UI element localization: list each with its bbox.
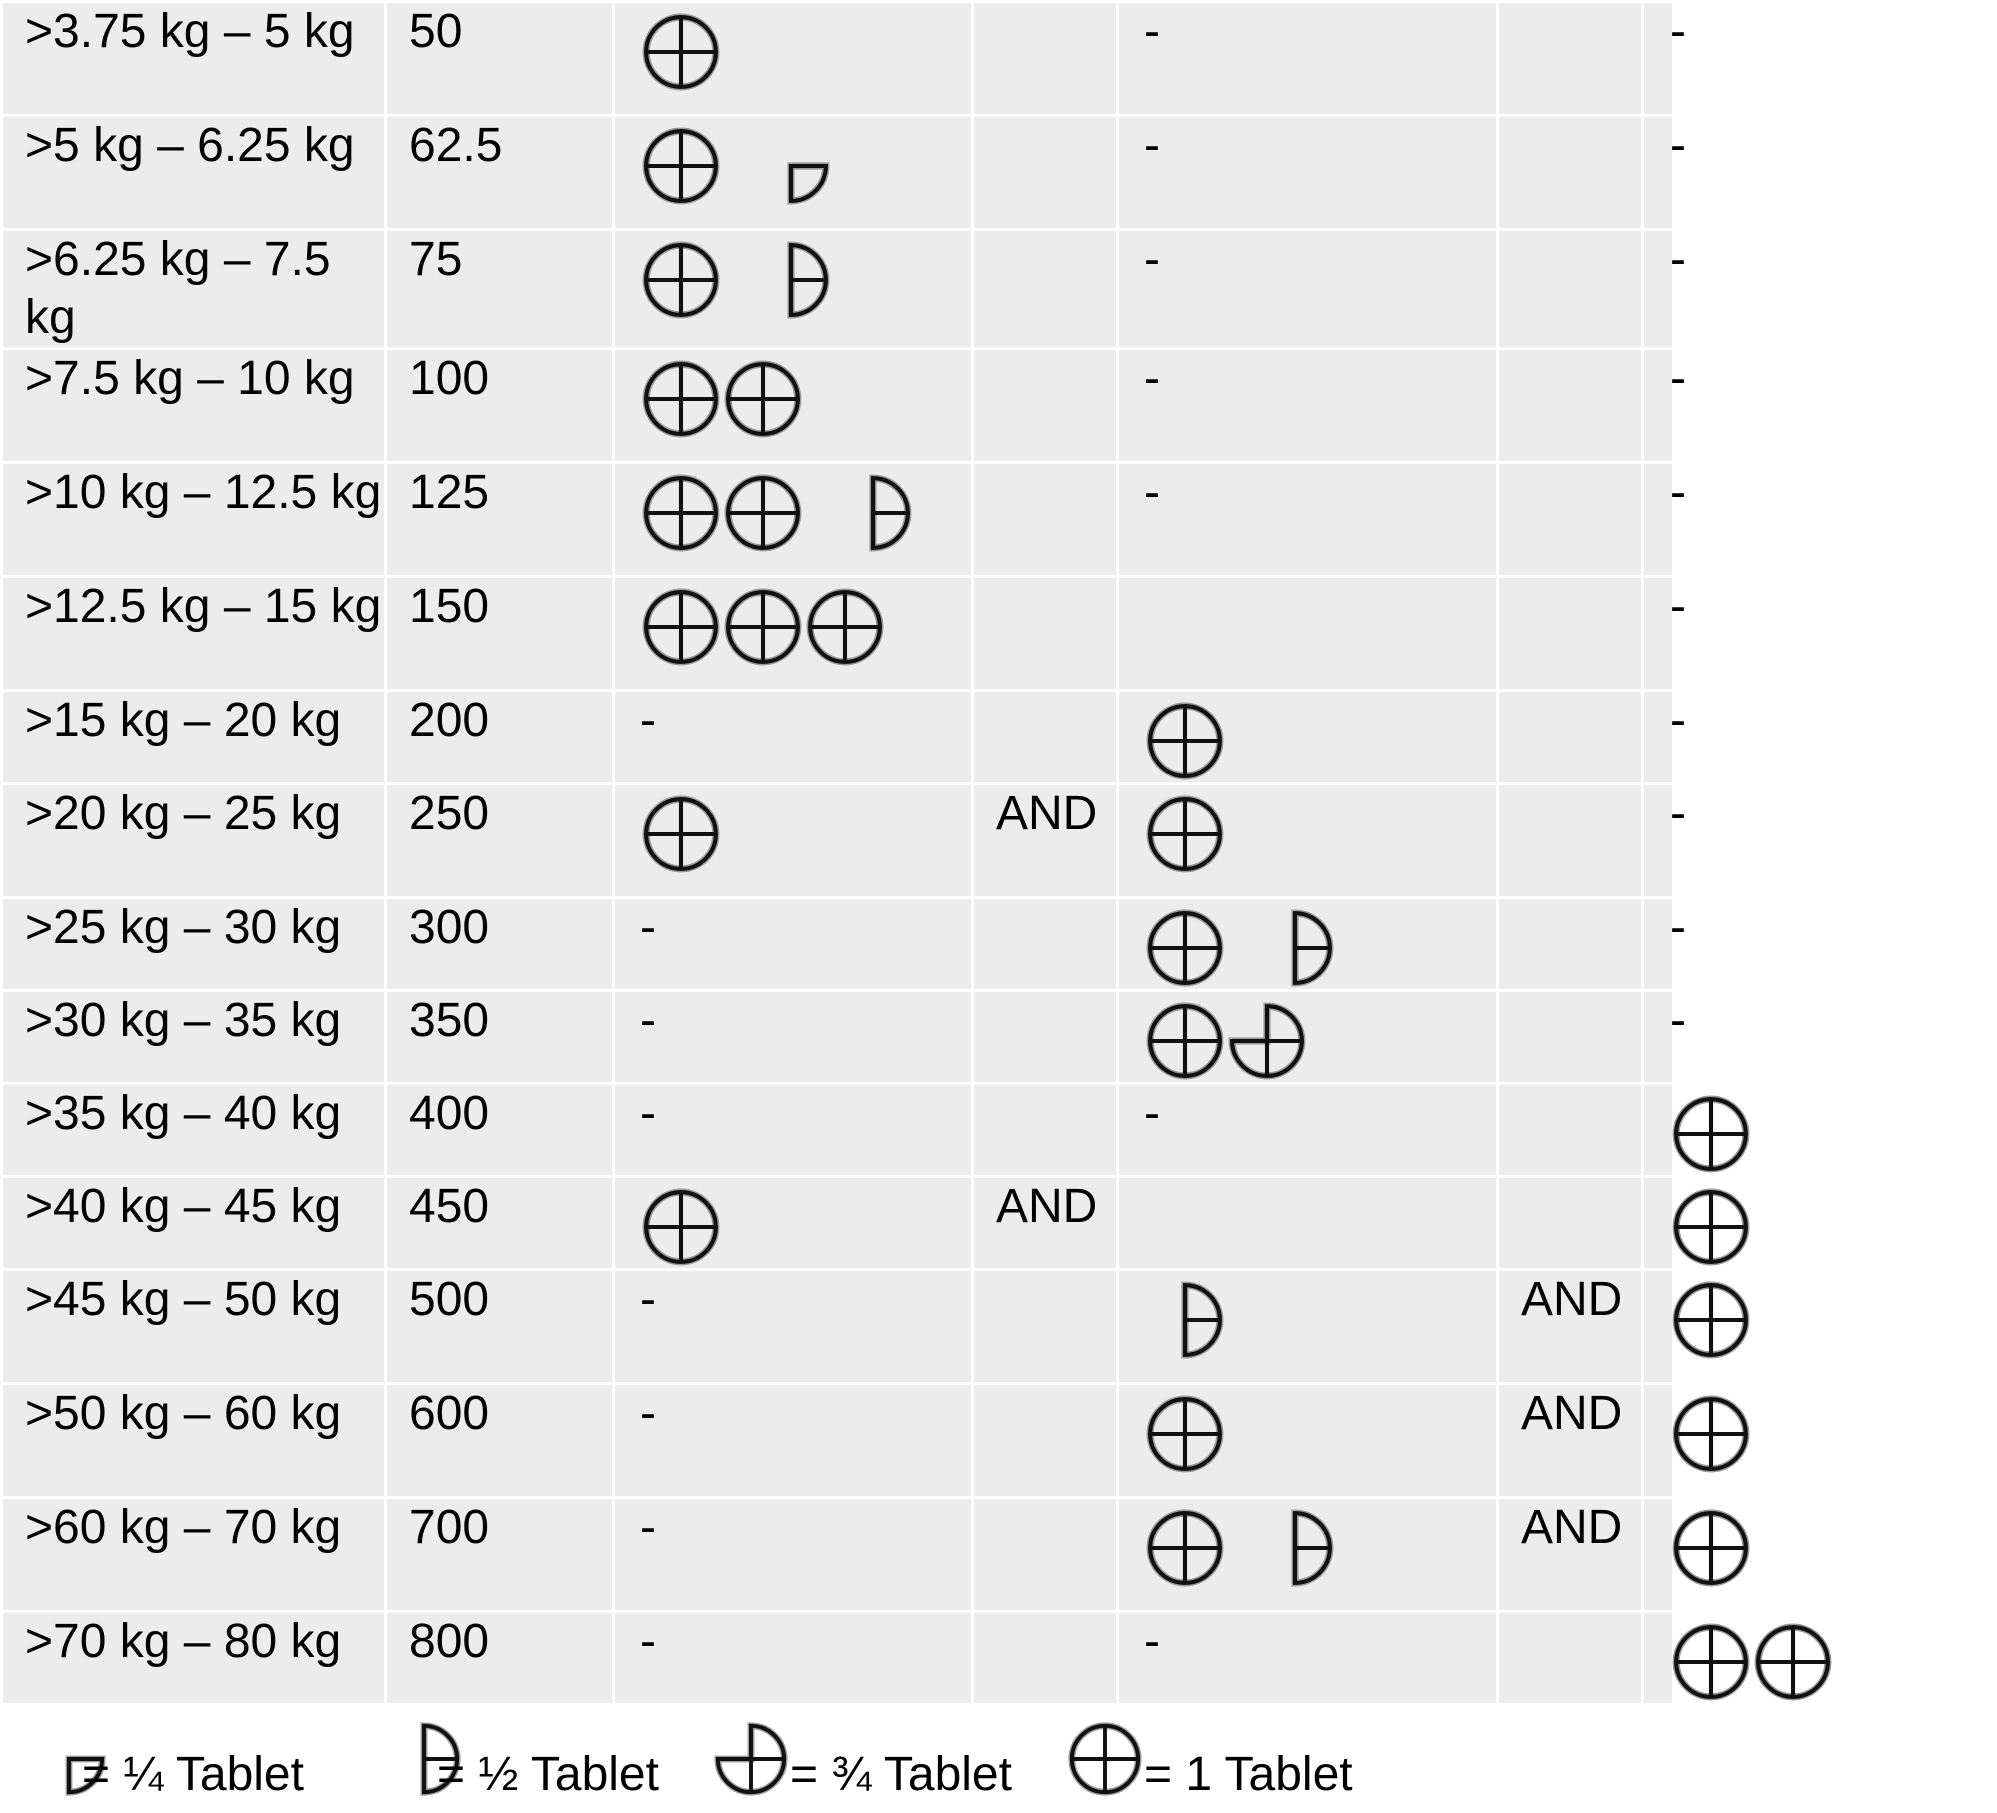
and-connector-cell: [973, 1384, 1118, 1498]
empty-dash: -: [640, 1273, 656, 1326]
empty-dash: -: [1670, 787, 1686, 840]
weight-range-cell: >7.5 kg – 10 kg: [2, 349, 386, 463]
whole-tablet-icon: [640, 11, 722, 93]
tablet-icons: [640, 350, 971, 440]
tablet-icons: [1144, 899, 1496, 989]
and-connector-cell: AND: [1498, 1498, 1643, 1612]
table-row: [2, 1498, 1674, 1612]
whole-tablet-icon: [640, 358, 722, 440]
tablet-a-cell: [614, 1177, 973, 1270]
whole-tablet-icon: [640, 586, 722, 668]
whole-tablet-icon: [1752, 1621, 1834, 1703]
dose-mg-cell: 400: [386, 1084, 614, 1177]
tablet-icons: [1144, 1385, 1496, 1475]
tablet-a-cell: [614, 1084, 973, 1177]
and-connector-cell: [1498, 463, 1643, 577]
whole-tablet-icon: [1144, 1000, 1226, 1082]
and-connector-cell: [1498, 784, 1643, 898]
tablet-c-cell: [1643, 2, 1686, 116]
whole-tablet-icon: [722, 586, 804, 668]
tablet-a-cell: [614, 2, 973, 116]
tablet-icons: [640, 578, 971, 668]
empty-dash: -: [640, 901, 656, 954]
and-connector-cell: [1498, 1612, 1643, 1705]
empty-dash: -: [1144, 5, 1160, 58]
weight-range-cell: >50 kg – 60 kg: [2, 1384, 386, 1498]
dose-mg-cell: 200: [386, 691, 614, 784]
tablet-a-cell: [614, 991, 973, 1084]
tablet-icons: [1670, 1499, 1672, 1589]
and-connector-cell: [1498, 1177, 1643, 1270]
tablet-c-cell: [1643, 1177, 1674, 1270]
whole-tablet-icon: [1670, 1507, 1752, 1589]
whole-tablet-icon: [1670, 1186, 1752, 1268]
table-row: [2, 784, 1674, 898]
whole-tablet-icon: [640, 239, 722, 321]
tablet-a-cell: [614, 1270, 973, 1384]
tablet-c-cell: [1643, 1270, 1674, 1384]
tablet-icons: [1144, 785, 1496, 875]
tablet-icons: [640, 231, 971, 321]
and-connector-cell: [1498, 349, 1643, 463]
whole-tablet-icon: [1670, 1093, 1752, 1175]
table-row: [2, 1177, 1674, 1270]
tablet-c-cell: [1643, 1084, 1674, 1177]
tablet-c-cell: [1643, 991, 1686, 1084]
tablet-c-cell: [1643, 230, 1686, 349]
tablet-c-cell: [1643, 577, 1686, 691]
weight-range-cell: >10 kg – 12.5 kg: [2, 463, 386, 577]
and-connector-cell: AND: [973, 1177, 1118, 1270]
tablet-icons: [640, 785, 971, 875]
tablet-b-cell: [1118, 1612, 1498, 1705]
and-connector-cell: [973, 1270, 1118, 1384]
tablet-a-cell: [614, 230, 973, 349]
empty-dash: -: [1670, 994, 1686, 1047]
and-connector-cell: AND: [973, 784, 1118, 898]
dose-mg-cell: 125: [386, 463, 614, 577]
tablet-c-cell: [1643, 1384, 1674, 1498]
table-row: [2, 691, 1674, 784]
whole-tablet-icon: [1144, 793, 1226, 875]
empty-dash: -: [1670, 119, 1686, 172]
empty-dash: -: [1670, 694, 1686, 747]
tablet-b-cell: [1118, 2, 1498, 116]
empty-dash: -: [1144, 466, 1160, 519]
weight-range-cell: >30 kg – 35 kg: [2, 991, 386, 1084]
tablet-c-cell: [1643, 116, 1686, 230]
weight-range-cell: >20 kg – 25 kg: [2, 784, 386, 898]
tablet-icons: [640, 117, 971, 207]
tablet-icons: [640, 464, 971, 554]
tablet-a-cell: [614, 784, 973, 898]
weight-range-cell: >3.75 kg – 5 kg: [2, 2, 386, 116]
tablet-a-cell: [614, 349, 973, 463]
tablet-a-cell: [614, 1384, 973, 1498]
weight-range-cell: >15 kg – 20 kg: [2, 691, 386, 784]
dose-mg-cell: 100: [386, 349, 614, 463]
and-connector-cell: [973, 1612, 1118, 1705]
tablet-b-cell: [1118, 1084, 1498, 1177]
tablet-b-cell: [1118, 898, 1498, 991]
whole-tablet-icon: [1144, 1393, 1226, 1475]
dose-mg-cell: 300: [386, 898, 614, 991]
legend-label: = 1 Tablet: [1144, 1748, 1353, 1801]
dose-mg-cell: 800: [386, 1612, 614, 1705]
empty-dash: -: [640, 694, 656, 747]
whole-tablet-icon: [722, 472, 804, 554]
dose-mg-cell: 75: [386, 230, 614, 349]
table-row: [2, 1612, 1674, 1705]
tablet-icons: [1144, 692, 1496, 782]
tablet-b-cell: [1118, 230, 1498, 349]
tablet-a-cell: [614, 898, 973, 991]
tablet-b-cell: [1118, 577, 1498, 691]
weight-range-cell: >25 kg – 30 kg: [2, 898, 386, 991]
and-connector-cell: [973, 116, 1118, 230]
tablet-c-cell: [1643, 1612, 1674, 1705]
and-connector-cell: [973, 1084, 1118, 1177]
half-tablet-icon: [1254, 907, 1336, 989]
tablet-b-cell: [1118, 991, 1498, 1084]
tablet-a-cell: [614, 1498, 973, 1612]
and-connector-cell: [1498, 2, 1643, 116]
and-connector-cell: [973, 991, 1118, 1084]
whole-tablet-icon: [1144, 700, 1226, 782]
and-connector-cell: [973, 230, 1118, 349]
whole-tablet-icon: [722, 358, 804, 440]
empty-dash: -: [1144, 1615, 1160, 1668]
dose-mg-cell: 700: [386, 1498, 614, 1612]
tablet-b-cell: [1118, 463, 1498, 577]
tablet-a-cell: [614, 577, 973, 691]
table-row: [2, 577, 1674, 691]
empty-dash: -: [1670, 580, 1686, 633]
tablet-c-cell: [1643, 349, 1686, 463]
dose-mg-cell: 250: [386, 784, 614, 898]
tablet-a-cell: [614, 691, 973, 784]
half-tablet-icon: [1144, 1279, 1226, 1361]
empty-dash: -: [640, 994, 656, 1047]
empty-dash: -: [640, 1387, 656, 1440]
weight-range-cell: >70 kg – 80 kg: [2, 1612, 386, 1705]
tablet-icons: [640, 3, 971, 93]
and-connector-cell: [973, 898, 1118, 991]
tablet-icons: [1670, 1385, 1672, 1475]
tablet-icons: [1144, 1271, 1496, 1361]
tablet-b-cell: [1118, 784, 1498, 898]
weight-range-cell: >6.25 kg – 7.5 kg: [2, 230, 386, 349]
empty-dash: -: [640, 1087, 656, 1140]
quarter-tablet-icon: [750, 125, 832, 207]
and-connector-cell: [1498, 691, 1643, 784]
tablet-c-cell: [1643, 784, 1686, 898]
legend-label: = ¾ Tablet: [790, 1748, 1012, 1801]
tablet-c-cell: [1643, 1498, 1674, 1612]
and-connector-cell: [973, 691, 1118, 784]
whole-tablet-icon: [1670, 1279, 1752, 1361]
weight-range-cell: >35 kg – 40 kg: [2, 1084, 386, 1177]
whole-tablet-icon: [640, 472, 722, 554]
dose-mg-cell: 62.5: [386, 116, 614, 230]
table-row: [2, 463, 1674, 577]
and-connector-cell: [973, 463, 1118, 577]
tablet-a-cell: [614, 1612, 973, 1705]
tablet-b-cell: [1118, 1177, 1498, 1270]
and-connector-cell: [1498, 898, 1643, 991]
tablet-a-cell: [614, 116, 973, 230]
whole-tablet-icon: [1670, 1621, 1752, 1703]
weight-range-cell: >60 kg – 70 kg: [2, 1498, 386, 1612]
tablet-b-cell: [1118, 116, 1498, 230]
tablet-icons: [1670, 1271, 1672, 1361]
tablet-c-cell: [1643, 463, 1686, 577]
weight-range-cell: >45 kg – 50 kg: [2, 1270, 386, 1384]
whole-tablet-icon: [640, 125, 722, 207]
and-connector-cell: AND: [1498, 1270, 1643, 1384]
and-connector-cell: [1498, 116, 1643, 230]
weight-range-cell: >40 kg – 45 kg: [2, 1177, 386, 1270]
weight-range-cell: >12.5 kg – 15 kg: [2, 577, 386, 691]
table-row: [2, 230, 1674, 349]
empty-dash: -: [1144, 233, 1160, 286]
table-row: [2, 898, 1674, 991]
table-row: [2, 116, 1674, 230]
weight-range-cell: >5 kg – 6.25 kg: [2, 116, 386, 230]
and-connector-cell: AND: [1498, 1384, 1643, 1498]
tablet-b-cell: [1118, 691, 1498, 784]
dosing-table-body: [2, 2, 1686, 1705]
empty-dash: -: [640, 1615, 656, 1668]
and-connector-cell: [973, 2, 1118, 116]
and-connector-cell: [973, 349, 1118, 463]
half-tablet-icon: [750, 239, 832, 321]
tablet-b-cell: [1118, 1270, 1498, 1384]
dose-mg-cell: 150: [386, 577, 614, 691]
tablet-icons: [1670, 1085, 1672, 1175]
tablet-a-cell: [614, 463, 973, 577]
empty-dash: -: [1670, 5, 1686, 58]
empty-dash: -: [1144, 119, 1160, 172]
half-tablet-icon: [832, 472, 914, 554]
whole-tablet-icon: [1144, 907, 1226, 989]
whole-tablet-icon: [640, 793, 722, 875]
tablet-legend: [0, 1720, 1997, 1813]
tablet-c-cell: [1643, 691, 1686, 784]
empty-dash: -: [1144, 352, 1160, 405]
three-quarter-tablet-icon: [1226, 1000, 1308, 1082]
empty-dash: -: [640, 1501, 656, 1554]
and-connector-cell: [1498, 991, 1643, 1084]
tablet-b-cell: [1118, 1498, 1498, 1612]
whole-tablet-icon: [804, 586, 886, 668]
tablet-icons: [1144, 1499, 1496, 1589]
dose-mg-cell: 350: [386, 991, 614, 1084]
legend-label: = ½ Tablet: [437, 1748, 659, 1801]
whole-tablet-icon: [1670, 1393, 1752, 1475]
empty-dash: -: [1670, 901, 1686, 954]
table-row: [2, 1084, 1674, 1177]
table-row: [2, 991, 1674, 1084]
empty-dash: -: [1670, 233, 1686, 286]
and-connector-cell: [1498, 1084, 1643, 1177]
whole-tablet-icon: [640, 1186, 722, 1268]
tablet-b-cell: [1118, 1384, 1498, 1498]
and-connector-cell: [973, 1498, 1118, 1612]
empty-dash: -: [1670, 466, 1686, 519]
table-row: [2, 349, 1674, 463]
empty-dash: -: [1144, 1087, 1160, 1140]
table-row: [2, 1384, 1674, 1498]
tablet-b-cell: [1118, 349, 1498, 463]
whole-tablet-icon: [1144, 1507, 1226, 1589]
tablet-icons: [640, 1178, 971, 1268]
dose-mg-cell: 450: [386, 1177, 614, 1270]
tablet-c-cell: [1643, 898, 1686, 991]
and-connector-cell: [973, 577, 1118, 691]
table-row: [2, 2, 1674, 116]
legend-label: = ¼ Tablet: [82, 1748, 304, 1801]
and-connector-cell: [1498, 577, 1643, 691]
tablet-icons: [1670, 1613, 1672, 1703]
tablet-icons: [1144, 992, 1496, 1082]
dose-mg-cell: 50: [386, 2, 614, 116]
tablet-icons: [1670, 1178, 1672, 1268]
and-connector-cell: [1498, 230, 1643, 349]
dose-mg-cell: 500: [386, 1270, 614, 1384]
empty-dash: -: [1670, 352, 1686, 405]
dose-mg-cell: 600: [386, 1384, 614, 1498]
table-row: [2, 1270, 1674, 1384]
half-tablet-icon: [1254, 1507, 1336, 1589]
